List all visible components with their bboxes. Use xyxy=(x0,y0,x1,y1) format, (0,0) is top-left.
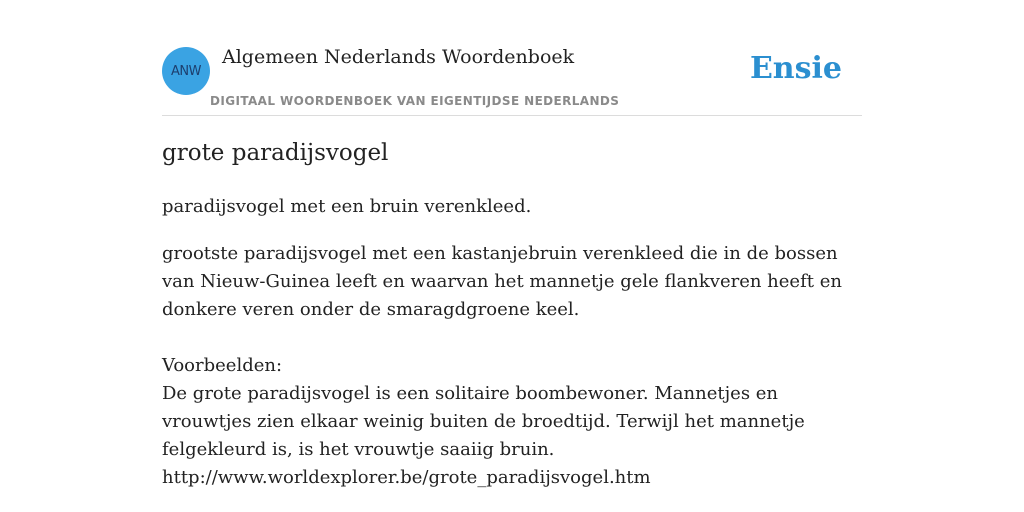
long-definition: grootste paradijsvogel met een kastanjebruin verenkleed die in de bossen van Nieuw-Guinea leeft en waarvan het mannetje gele flankveren heeft en donkere veren onder de smaragdgroene keel. xyxy=(162,243,842,320)
site-header xyxy=(162,0,862,116)
dictionary-card xyxy=(162,0,862,492)
examples-label: Voorbeelden: xyxy=(162,355,283,376)
short-definition: paradijsvogel met een bruin verenkleed. xyxy=(162,196,532,217)
logo-text: ANW xyxy=(171,63,201,79)
entry-title: grote paradijsvogel xyxy=(162,140,389,166)
site-subtitle: DIGITAAL WOORDENBOEK VAN EIGENTIJDSE NEDERLANDS xyxy=(210,94,620,108)
anw-logo-icon[interactable] xyxy=(162,47,210,95)
ensie-brand-link[interactable]: Ensie xyxy=(749,51,842,86)
example-source-link[interactable]: http://www.worldexplorer.be/grote_paradijsvogel.htm xyxy=(162,467,651,488)
example-text: De grote paradijsvogel is een solitaire boombewoner. Mannetjes en vrouwtjes zien elkaar weinig buiten de broedtijd. Terwijl het mannetje felgekleurd is, is het vrouwtje saaiig bruin. xyxy=(162,383,805,460)
site-title[interactable]: Algemeen Nederlands Woordenboek xyxy=(222,46,575,68)
